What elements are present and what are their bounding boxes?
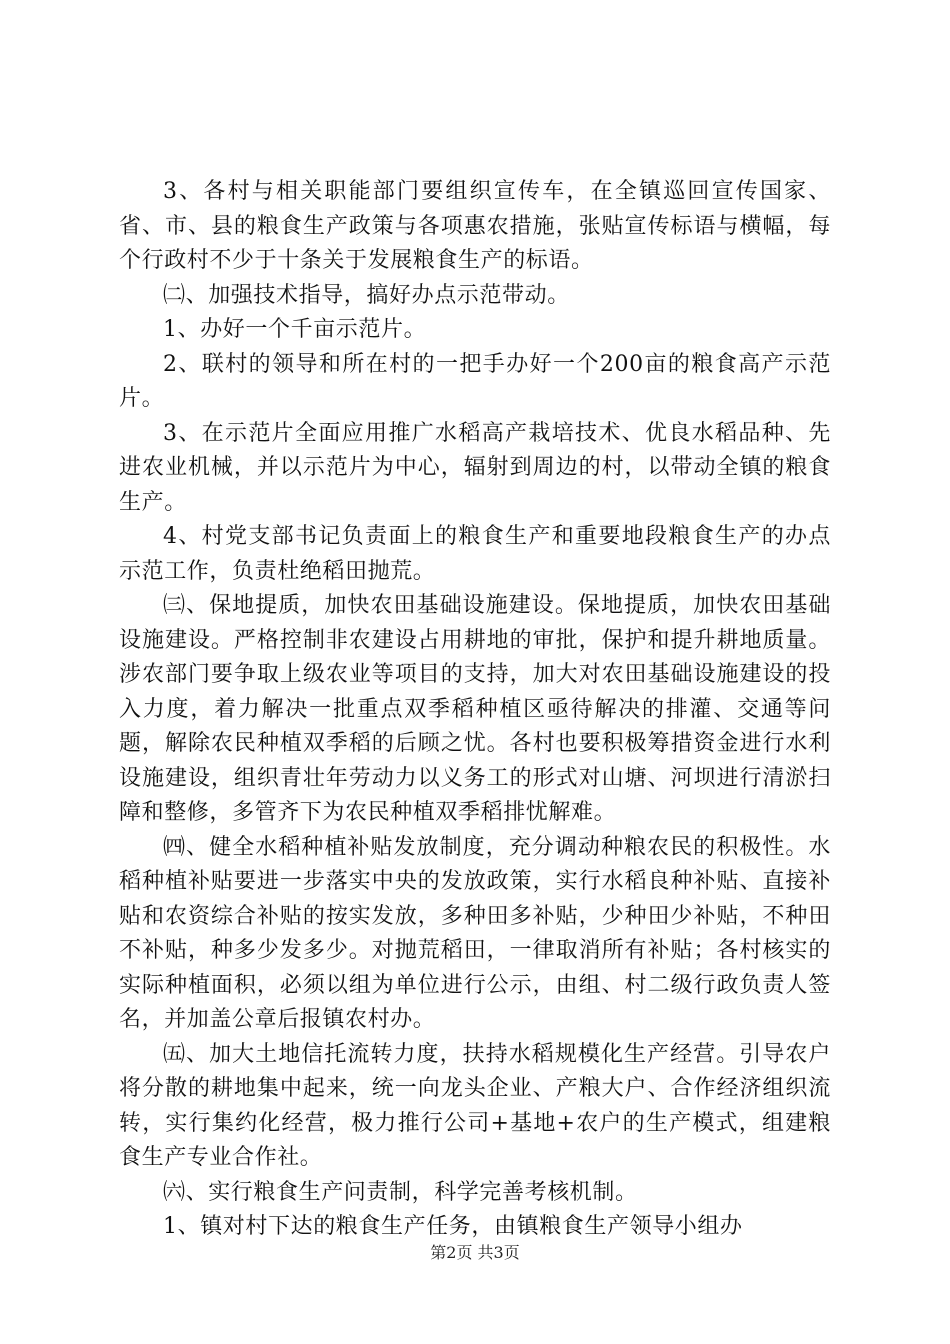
document-body [119, 175, 831, 1245]
paragraph-demo-techniques: 3、在示范片全面应用推广水稻高产栽培技术、优良水稻品种、先进农业机械，并以示范片为中心，辐射到周边的村，以带动全镇的粮食生产。 [119, 420, 831, 515]
paragraph-subsidy-system: ㈣、健全水稻种植补贴发放制度，充分调动种粮农民的积极性。水稻种植补贴要进一步落实中央的发放政策，实行水稻良种补贴、直接补贴和农资综合补贴的按实发放，多种田多补贴，少种田少补贴，不种田不补贴，种多少发多少。对抛荒稻田，一律取消所有补贴；各村核实的实际种植面积，必须以组为单位进行公示，由组、村二级行政负责人签名，并加盖公章后报镇农村办。 [119, 834, 831, 1032]
page-footer [0, 1243, 950, 1263]
heading-accountability: ㈥、实行粮食生产问责制，科学完善考核机制。 [163, 1179, 638, 1205]
page-number-label: 第2页 共3页 [430, 1243, 520, 1262]
paragraph-town-tasks: 1、镇对村下达的粮食生产任务，由镇粮食生产领导小组办 [163, 1214, 743, 1239]
paragraph-party-secretary: 4、村党支部书记负责面上的粮食生产和重要地段粮食生产的办点示范工作，负责杜绝稻田抛荒。 [119, 524, 831, 584]
paragraph-publicity-vehicles: 3、各村与相关职能部门要组织宣传车，在全镇巡回宣传国家、省、市、县的粮食生产政策与各项惠农措施，张贴宣传标语与横幅，每个行政村不少于十条关于发展粮食生产的标语。 [119, 179, 831, 273]
heading-technical-guidance: ㈡、加强技术指导，搞好办点示范带动。 [163, 282, 570, 308]
paragraph-thousand-mu-demo: 1、办好一个千亩示范片。 [163, 317, 427, 342]
paragraph-land-transfer: ㈤、加大土地信托流转力度，扶持水稻规模化生产经营。引导农户将分散的耕地集中起来，统一向龙头企业、产粮大户、合作经济组织流转，实行集约化经营，极力推行公司+基地+农户的生产模式，组建粮食生产专业合作社。 [119, 1041, 831, 1170]
paragraph-200-mu-demo: 2、联村的领导和所在村的一把手办好一个200亩的粮食高产示范片。 [119, 351, 831, 411]
paragraph-farmland-infrastructure: ㈢、保地提质，加快农田基础设施建设。保地提质，加快农田基础设施建设。严格控制非农建设占用耕地的审批，保护和提升耕地质量。涉农部门要争取上级农业等项目的支持，加大对农田基础设施建设的投入力度，着力解决一批重点双季稻种植区亟待解决的排灌、交通等问题，解除农民种植双季稻的后顾之忧。各村也要积极筹措资金进行水利设施建设，组织青壮年劳动力以义务工的形式对山塘、河坝进行清淤扫障和整修，多管齐下为农民种植双季稻排忧解难。 [119, 593, 831, 825]
